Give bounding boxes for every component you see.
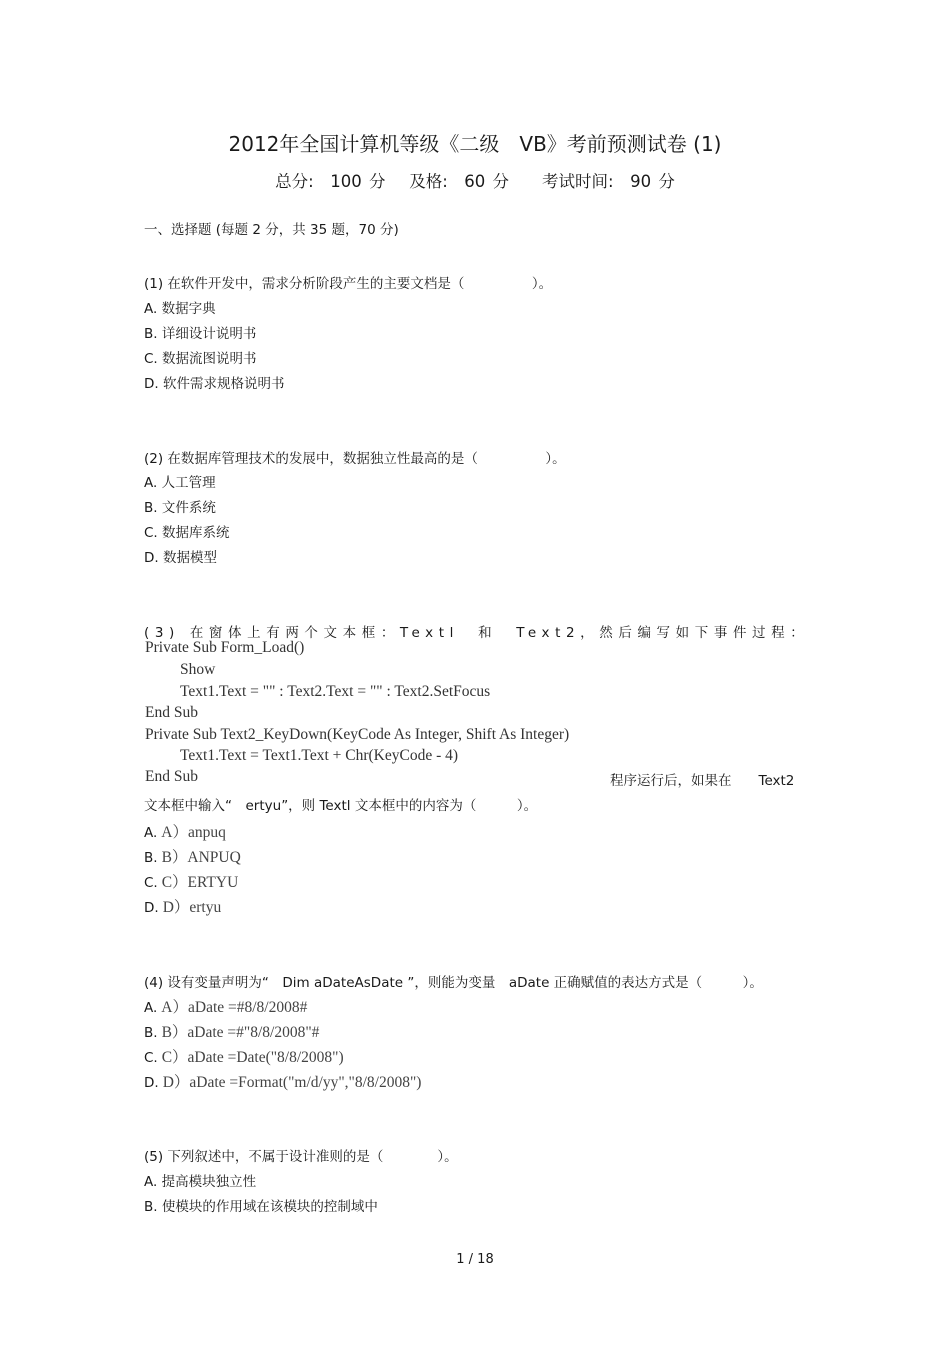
code-line-1: Private Sub Form_Load(): [145, 639, 305, 656]
question-2-option-b: B. 文件系统: [144, 500, 216, 516]
option-text: A）anpuq: [161, 824, 226, 841]
code-line-6: Text1.Text = Text1.Text + Chr(KeyCode - 4): [180, 747, 459, 764]
option-text: C）aDate =Date("8/8/2008"): [161, 1049, 344, 1066]
page-number: 1 / 18: [456, 1252, 494, 1267]
code-line-7: End Sub: [145, 768, 198, 785]
option-letter: A.: [144, 1000, 158, 1016]
option-text: C）ERTYU: [161, 874, 239, 891]
question-3-stem-line-2: 文本框中输入“ ertyu”，则 Textl 文本框中的内容为（ ）。: [144, 798, 538, 814]
option-text: D）ertyu: [162, 899, 222, 916]
option-letter: B.: [144, 1025, 158, 1041]
exam-info: 总分: 100 分 及格: 60 分 考试时间: 90 分: [275, 172, 675, 191]
option-text: A）aDate =#8/8/2008#: [161, 999, 308, 1016]
option-letter: B.: [144, 850, 158, 866]
page-title: 2012年全国计算机等级《二级 VB》考前预测试卷 (1): [228, 132, 722, 156]
question-2-option-a: A. 人工管理: [144, 475, 216, 491]
option-letter: A.: [144, 825, 158, 841]
question-2-option-d: D. 数据模型: [144, 550, 217, 566]
question-1-option-a: A. 数据字典: [144, 301, 216, 317]
code-line-2: Show: [180, 661, 216, 678]
question-4-option-a: [144, 995, 307, 1017]
question-1-option-d: D. 软件需求规格说明书: [144, 376, 285, 392]
option-letter: D.: [144, 1075, 159, 1091]
question-3-option-c: [144, 870, 238, 892]
question-1-stem: (1) 在软件开发中，需求分析阶段产生的主要文档是（ ）。: [144, 276, 553, 292]
question-5-option-a: A. 提高模块独立性: [144, 1174, 257, 1190]
question-5-option-b: B. 使模块的作用域在该模块的控制域中: [144, 1199, 378, 1215]
option-letter: C.: [144, 1050, 158, 1066]
section-heading: 一、选择题 (每题 2 分，共 35 题，70 分): [144, 222, 399, 238]
question-4-option-d: [144, 1070, 421, 1092]
question-1-option-b: B. 详细设计说明书: [144, 326, 257, 342]
option-text: D）aDate =Format("m/d/yy","8/8/2008"): [162, 1074, 422, 1091]
question-3-stem-continued: 程序运行后，如果在 Text2: [610, 773, 795, 789]
question-3-option-d: [144, 895, 221, 917]
question-2-option-c: C. 数据库系统: [144, 525, 230, 541]
question-3-option-a: [144, 820, 226, 842]
option-letter: D.: [144, 900, 159, 916]
code-line-3: Text1.Text = "" : Text2.Text = "" : Text2.SetFocus: [180, 683, 491, 700]
question-1-option-c: C. 数据流图说明书: [144, 351, 257, 367]
question-4-option-b: [144, 1020, 319, 1042]
option-text: B）aDate =#"8/8/2008"#: [161, 1024, 320, 1041]
question-4-option-c: [144, 1045, 344, 1067]
question-5-stem: (5) 下列叙述中，不属于设计准则的是（ ）。: [144, 1149, 458, 1165]
option-text: B）ANPUQ: [161, 849, 241, 866]
question-2-stem: (2) 在数据库管理技术的发展中，数据独立性最高的是（ ）。: [144, 451, 566, 467]
code-line-4: End Sub: [145, 704, 198, 721]
question-3-option-b: [144, 845, 241, 867]
question-3-stem: (3) 在窗体上有两个文本框：Textl 和 Text2，然后编写如下事件过程：: [144, 625, 810, 641]
question-4-stem: (4) 设有变量声明为“ Dim aDateAsDate ”，则能为变量 aDate 正确赋值的表达方式是（ ）。: [144, 975, 763, 991]
code-line-5: Private Sub Text2_KeyDown(KeyCode As Integer, Shift As Integer): [145, 726, 570, 743]
option-letter: C.: [144, 875, 158, 891]
